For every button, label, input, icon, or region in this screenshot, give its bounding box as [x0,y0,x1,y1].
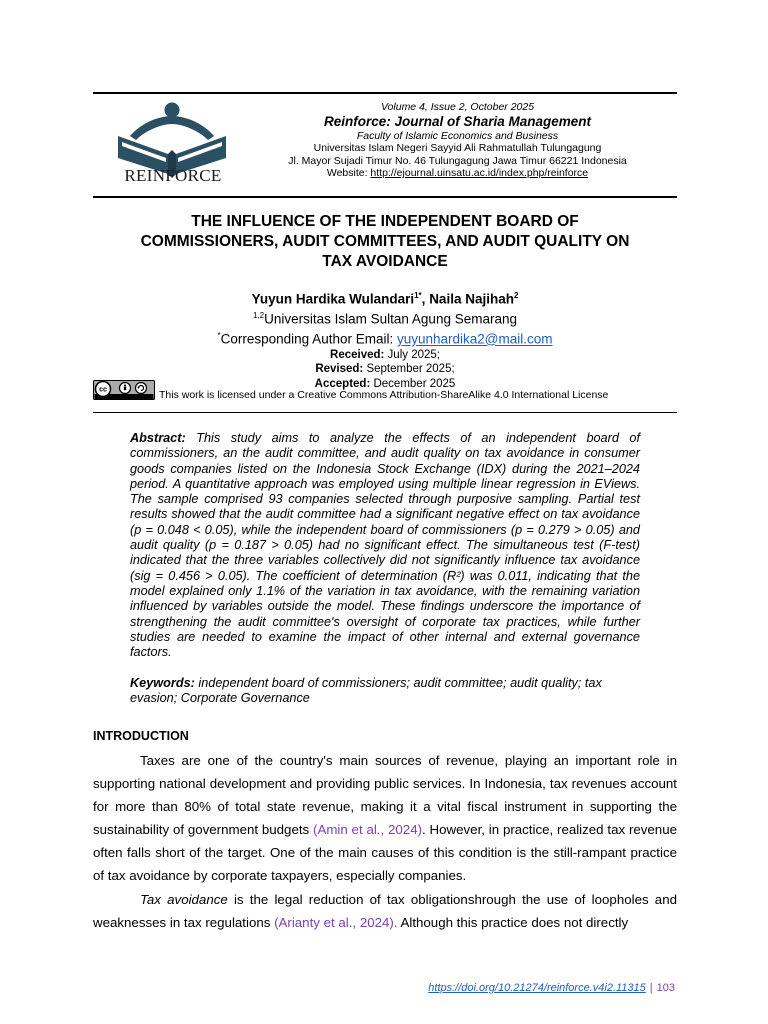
received-date [93,348,677,363]
journal-address: Jl. Mayor Sujadi Timur No. 46 Tulungagung Jawa Timur 66221 Indonesia [288,154,627,167]
author-2-sup: 2 [513,291,519,300]
header-bottom-rule [93,196,677,198]
keywords-text: independent board of commissioners; audit committee; audit quality; tax evasion; Corporate Governance [130,676,602,706]
received-label: Received: [330,348,385,361]
title-line: TAX AVOIDANCE [322,253,448,270]
corresponding-label: Corresponding Author Email: [220,331,397,347]
revised-date [93,362,677,377]
accepted-value: December 2025 [370,377,456,390]
page-number: 103 [656,982,675,994]
license-row [93,377,677,402]
license-text: This work is licensed under a Creative Commons Attribution-ShareAlike 4.0 International License [159,389,609,401]
journal-website [265,167,650,180]
paragraph-text: Taxes are one of the country's main sources of revenue, playing an important role in supporting national development and providing public services. In Indonesia, tax revenues account for more than 80% of total state revenue, making it a vital fiscal instrument in supporting the sustainability of government budgets [93,753,677,838]
title-line: THE INFLUENCE OF THE INDEPENDENT BOARD OF [191,213,579,230]
license-rule [93,412,677,413]
affiliation-text: Universitas Islam Sultan Agung Semarang [264,311,517,326]
journal-volume: Volume 4, Issue 2, October 2025 [380,101,535,113]
author-1: Yuyun Hardika Wulandari [251,291,415,307]
journal-name: Reinforce: Journal of Sharia Management [323,113,592,129]
title-line: COMMISSIONERS, AUDIT COMMITTEES, AND AUDIT QUALITY ON [140,233,630,250]
keywords-label: Keywords: [130,676,195,690]
svg-text:cc: cc [99,386,107,394]
paragraph [93,888,677,934]
cc-by-sa-icon[interactable] [93,380,155,400]
logo-wordmark: REINFORCE [124,166,222,185]
journal-faculty: Faculty of Islamic Economics and Business [356,129,559,142]
paragraph-text: Although this practice does not directly [397,914,629,930]
journal-info [265,101,650,180]
corresponding-author [93,327,677,348]
revised-label: Revised: [315,363,364,375]
citation-link[interactable]: (Arianty et al., 2024). [274,914,398,930]
accepted-label: Accepted: [314,377,371,390]
journal-university: Universitas Islam Negeri Sayyid Ali Rahmatullah Tulungagung [313,142,602,155]
author-2: Naila Najihah [429,291,514,307]
paragraph [93,749,677,888]
author-block [93,287,677,391]
author-separator: , [421,291,430,307]
paragraph-text: is the legal reduction of tax obligationshrough the use of loopholes and weaknesses in tax regulations [93,891,677,930]
paragraph-text: . However, in practice, realized tax revenue often falls short of the target. One of the main causes of this condition is the still-rampant practice of tax avoidance by corporate taxpayers, especially companies. [93,822,677,884]
header-top-rule [93,92,677,94]
abstract-label: Abstract: [130,431,186,445]
introduction-body [93,749,677,934]
website-link[interactable]: http://ejournal.uinsatu.ac.id/index.php/reinforce [370,167,589,180]
abstract-text: This study aims to analyze the effects of an independent board of commissioners, an the audit committee, and audit quality on tax avoidance in consumer goods companies listed on the Indonesia Stock Exchange (IDX) during the 2021–2024 period. A quantitative approach was employed using multiple linear regression in EViews. The sample comprised 93 companies selected through purposive sampling. Partial test results showed that the audit committee had a significant negative effect on tax avoidance (p = 0.048 < 0.05), while the independent board of commissioners (p = 0.279 > 0.05) and audit quality (p = 0.187 > 0.05) had no significant effect. The simultaneous test (F-test) indicated that the three variables collectively did not significantly influence tax avoidance (sig = 0.456 > 0.05). The coefficient of determination (R²) was 0.011, indicating that the model explained only 1.1% of the variation in tax avoidance, with the remaining variation influenced by variables outside the model. These findings underscore the importance of strengthening the audit committee's oversight of corporate tax practices, while further studies are needed to examine the impact of other internal and external governance factors. [130,431,640,660]
corresponding-email-link[interactable]: yuyunhardika2@mail.com [396,331,553,347]
affiliation-sup: 1,2 [252,310,265,320]
term-tax-avoidance: Tax avoidance [140,891,228,907]
abstract [130,431,640,660]
page-footer [428,982,675,994]
website-label: Website: [326,167,371,180]
received-value: July 2025; [384,348,440,361]
footer-separator: | [649,982,653,994]
paper-title [93,212,677,272]
doi-link[interactable]: https://doi.org/10.21274/reinforce.v4i2.11315 [428,982,646,994]
keywords [130,676,640,707]
citation-link[interactable]: (Amin et al., 2024) [313,822,423,838]
corresponding-sup: * [217,331,221,340]
revised-value: September 2025; [363,363,455,375]
section-heading-introduction: INTRODUCTION [93,729,189,743]
author-1-sup: 1* [414,291,422,300]
affiliation [93,308,677,328]
author-names [93,287,677,308]
